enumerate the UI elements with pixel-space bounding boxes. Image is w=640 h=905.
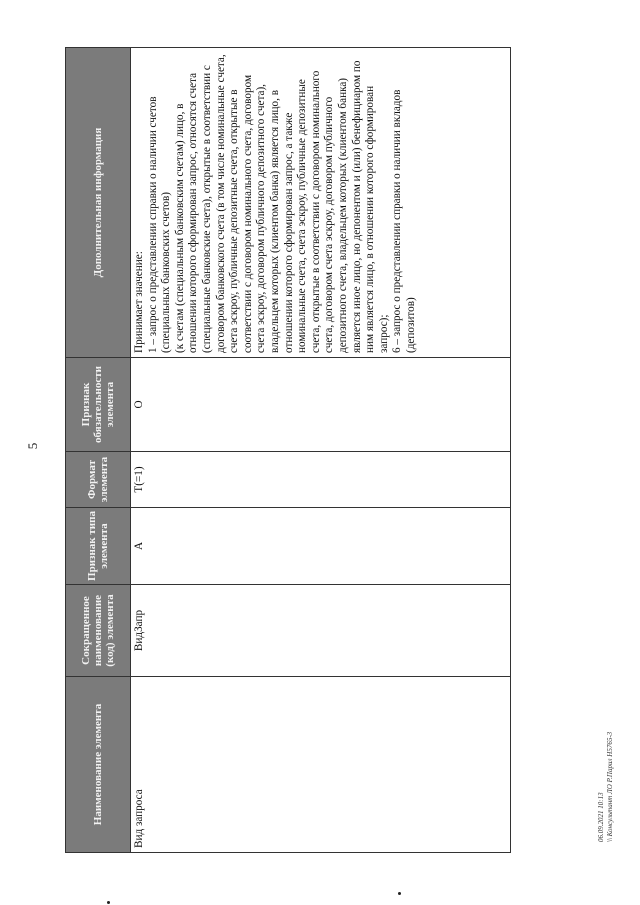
footer-stamp — [597, 642, 615, 842]
header-name: Наименование элемента — [66, 677, 131, 853]
scan-dot — [398, 892, 401, 895]
element-spec-table — [65, 48, 511, 853]
table-rotated-container — [65, 48, 511, 853]
cell-type: А — [131, 508, 511, 585]
header-info: Дополнительная информация — [66, 48, 131, 358]
footer-line-2: \\ Консультант ЛО Р.Парил Н5765-3 — [606, 731, 614, 842]
spec-table — [65, 47, 511, 853]
footer-line-1: 06.09.2021 10:13 — [597, 792, 605, 842]
cell-info — [131, 48, 511, 358]
info-line: 1 – запрос о представлении справки о наличии счетов (специальных банковских счетов) — [146, 96, 173, 353]
info-line: (к счетам (специальным банковским счетам) лицо, в отношении которого сформирован запрос, относятся счета (специальные банковские счета), открытые в соответствии с договором банковского счета (в том числе номинальные счета, счета эскроу, публичные депозитные счета, открытые в соответствии с договором номинального счета, договором счета эскроу, договором публичного депозитного счета), владельцем которых (клиентом банка) является лицо, в отношении которого сформирован запрос, а также номинальные счета, счета эскроу, публичные депозитные счета, открытые в соответствии с договором номинального счета, договором счета эскроу, договором публичного депозитного счета, владельцем которых (клиентом банка) является иное лицо, но депонентом и (или) бенефициаром по ним является лицо, в отношении которого сформирован запрос); — [173, 54, 390, 353]
header-required: Признак обязательности элемента — [66, 358, 131, 452]
header-type: Признак типа элемента — [66, 508, 131, 585]
page-number: 5 — [25, 442, 40, 450]
cell-code: ВидЗапр — [131, 585, 511, 677]
info-line: 6 – запрос о представлении справки о наличии вкладов (депозитов) — [391, 89, 417, 353]
table-header-row — [66, 48, 131, 853]
cell-format: T(=1) — [131, 452, 511, 508]
header-format: Формат элемента — [66, 452, 131, 508]
cell-required: О — [131, 358, 511, 452]
table-row — [131, 48, 511, 853]
header-code: Сокращенное наименование (код) элемента — [66, 585, 131, 677]
cell-name: Вид запроса — [131, 677, 511, 853]
scan-dot — [107, 901, 110, 904]
info-line: Принимает значение: — [133, 251, 145, 353]
